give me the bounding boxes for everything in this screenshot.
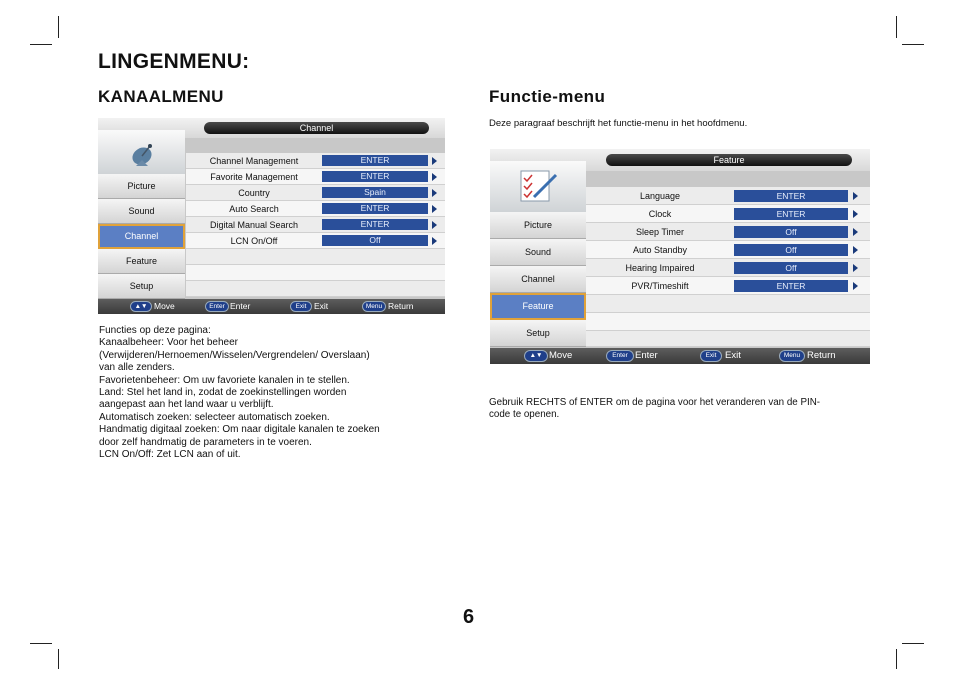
- menu-row-empty: [186, 281, 445, 297]
- arrow-right-icon: [432, 205, 437, 213]
- row-value: ENTER: [734, 208, 848, 220]
- desc-line: Land: Stel het land in, zodat de zoekinstellingen worden: [99, 387, 347, 399]
- crop-mark: [902, 44, 924, 45]
- arrow-right-icon: [432, 189, 437, 197]
- enter-key-icon: Enter: [606, 350, 634, 362]
- crop-mark: [58, 16, 59, 38]
- sidebar-item-picture[interactable]: Picture: [98, 174, 185, 199]
- hint-label: Move: [549, 350, 573, 361]
- hint-label: Move: [154, 301, 175, 311]
- row-label: Sleep Timer: [635, 227, 685, 237]
- sidebar-item-sound[interactable]: Sound: [98, 199, 185, 224]
- crop-mark: [902, 643, 924, 644]
- desc-line: code te openen.: [489, 408, 560, 420]
- menu-row-empty: [586, 313, 870, 331]
- left-description: [99, 325, 449, 461]
- arrow-right-icon: [432, 157, 437, 165]
- row-label: Language: [639, 191, 681, 201]
- menu-hint-bar: [98, 299, 445, 314]
- arrow-right-icon: [853, 282, 858, 290]
- menu-row-language[interactable]: [586, 187, 870, 205]
- right-heading: Functie-menu: [489, 87, 606, 106]
- page-number: 6: [463, 606, 475, 628]
- menu-row-channel-management[interactable]: [186, 153, 445, 169]
- sidebar-item-setup[interactable]: Setup: [490, 320, 586, 347]
- channel-menu-screenshot: [98, 118, 445, 314]
- menu-row-auto-standby[interactable]: [586, 241, 870, 259]
- row-label: Auto Search: [229, 204, 279, 214]
- menu-title: Feature: [606, 154, 852, 166]
- row-value: ENTER: [322, 155, 428, 166]
- sidebar-item-picture[interactable]: Picture: [490, 212, 586, 239]
- menu-row-hearing-impaired[interactable]: [586, 259, 870, 277]
- row-label: Channel Management: [209, 156, 299, 166]
- row-value: Spain: [322, 187, 428, 198]
- menu-row-country[interactable]: [186, 185, 445, 201]
- right-intro: Deze paragraaf beschrijft het functie-menu in het hoofdmenu.: [489, 118, 748, 129]
- row-label: LCN On/Off: [230, 236, 278, 246]
- menu-key-icon: Menu: [362, 301, 386, 312]
- desc-line: van alle zenders.: [99, 362, 175, 374]
- crop-mark: [58, 649, 59, 669]
- desc-line: Functies op deze pagina:: [99, 325, 211, 336]
- menu-row-digital-manual-search[interactable]: [186, 217, 445, 233]
- arrow-right-icon: [432, 237, 437, 245]
- channel-menu-rows: [186, 153, 445, 297]
- row-label: Hearing Impaired: [625, 263, 695, 273]
- arrow-right-icon: [432, 173, 437, 181]
- right-description: [489, 397, 879, 420]
- hint-label: Return: [388, 301, 414, 311]
- hint-label: Enter: [230, 301, 251, 311]
- arrow-right-icon: [853, 192, 858, 200]
- row-value: Off: [734, 226, 848, 238]
- desc-line: LCN On/Off: Zet LCN aan of uit.: [99, 449, 241, 461]
- crop-mark: [30, 44, 52, 45]
- row-value: ENTER: [322, 219, 428, 230]
- menu-row-clock[interactable]: [586, 205, 870, 223]
- menu-row-empty: [186, 249, 445, 265]
- sidebar-item-feature[interactable]: Feature: [98, 249, 185, 274]
- menu-key-icon: Menu: [779, 350, 805, 362]
- menu-row-sleep-timer[interactable]: [586, 223, 870, 241]
- crop-mark: [896, 16, 897, 38]
- crop-mark: [896, 649, 897, 669]
- arrow-right-icon: [432, 221, 437, 229]
- move-key-icon: ▲▼: [524, 350, 548, 362]
- hint-label: Exit: [314, 301, 329, 311]
- row-value: Off: [322, 235, 428, 246]
- row-value: ENTER: [734, 280, 848, 292]
- hint-label: Exit: [725, 350, 741, 361]
- sidebar-item-channel[interactable]: Channel: [98, 224, 185, 249]
- arrow-right-icon: [853, 210, 858, 218]
- page-title: LINGENMENU:: [98, 50, 250, 73]
- row-label: Clock: [648, 209, 672, 219]
- move-key-icon: ▲▼: [130, 301, 152, 312]
- row-value: Off: [734, 262, 848, 274]
- desc-line: Kanaalbeheer: Voor het beheer: [99, 337, 238, 349]
- channel-menu-sidebar: [98, 174, 185, 299]
- desc-line: (Verwijderen/Hernoemen/Wisselen/Vergrendelen/ Overslaan): [99, 349, 370, 361]
- menu-row-pvr-timeshift[interactable]: [586, 277, 870, 295]
- menu-row-empty: [186, 265, 445, 281]
- row-value: ENTER: [734, 190, 848, 202]
- desc-line: Automatisch zoeken: selecteer automatisch zoeken.: [99, 411, 330, 423]
- row-value: Off: [734, 244, 848, 256]
- row-label: PVR/Timeshift: [631, 281, 689, 291]
- crop-mark: [30, 643, 52, 644]
- exit-key-icon: Exit: [700, 350, 722, 362]
- arrow-right-icon: [853, 246, 858, 254]
- row-label: Auto Standby: [632, 245, 688, 255]
- menu-title: Channel: [204, 122, 429, 134]
- exit-key-icon: Exit: [290, 301, 312, 312]
- desc-line: Handmatig digitaal zoeken: Om naar digitale kanalen te zoeken: [99, 424, 380, 436]
- desc-line: aangepast aan het land waar u verblijft.: [99, 399, 274, 411]
- hint-label: Return: [807, 350, 836, 361]
- desc-line: Favorietenbeheer: Om uw favoriete kanalen in te stellen.: [99, 374, 350, 386]
- row-label: Digital Manual Search: [209, 220, 299, 230]
- menu-hint-bar: [490, 348, 870, 364]
- menu-row-favorite-management[interactable]: [186, 169, 445, 185]
- sidebar-item-feature[interactable]: Feature: [490, 293, 586, 320]
- row-label: Favorite Management: [210, 172, 298, 182]
- feature-menu-rows: [586, 187, 870, 347]
- desc-line: door zelf handmatig de parameters in te voeren.: [99, 436, 312, 448]
- sidebar-item-channel[interactable]: Channel: [490, 266, 586, 293]
- sidebar-item-sound[interactable]: Sound: [490, 239, 586, 266]
- menu-row-empty: [586, 295, 870, 313]
- row-value: ENTER: [322, 171, 428, 182]
- sidebar-item-setup[interactable]: Setup: [98, 274, 185, 299]
- menu-row-auto-search[interactable]: [186, 201, 445, 217]
- left-heading: KANAALMENU: [98, 87, 224, 106]
- row-label: Country: [238, 188, 270, 198]
- feature-checklist-icon: [490, 161, 586, 212]
- row-value: ENTER: [322, 203, 428, 214]
- arrow-right-icon: [853, 264, 858, 272]
- enter-key-icon: Enter: [205, 301, 229, 312]
- menu-row-lcn[interactable]: [186, 233, 445, 249]
- hint-label: Enter: [635, 350, 658, 361]
- feature-menu-sidebar: [490, 212, 586, 347]
- channel-satellite-icon: [98, 130, 185, 174]
- feature-menu-screenshot: [490, 149, 870, 364]
- desc-line: Gebruik RECHTS of ENTER om de pagina voor het veranderen van de PIN-: [489, 397, 821, 408]
- arrow-right-icon: [853, 228, 858, 236]
- menu-row-empty: [586, 331, 870, 347]
